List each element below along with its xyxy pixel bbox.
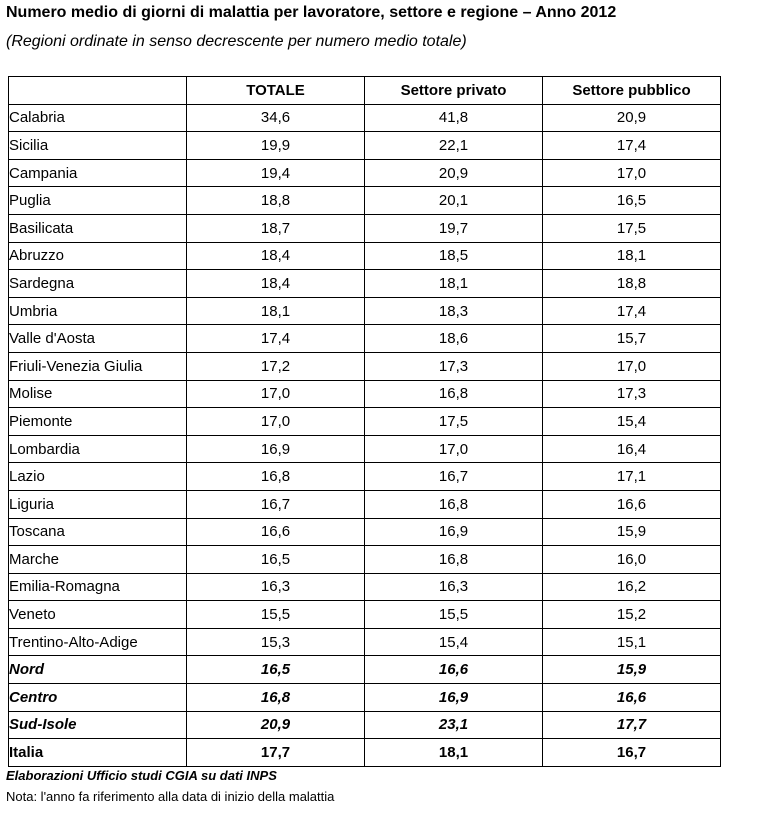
cell-pubblico: 17,3 — [543, 380, 721, 408]
cell-pubblico: 16,0 — [543, 546, 721, 574]
cell-region: Lazio — [9, 463, 187, 491]
cell-totale: 16,5 — [187, 546, 365, 574]
cell-privato: 18,6 — [365, 325, 543, 353]
table-row — [9, 132, 721, 160]
cell-region: Piemonte — [9, 408, 187, 436]
cell-region: Friuli-Venezia Giulia — [9, 352, 187, 380]
cell-privato: 16,9 — [365, 518, 543, 546]
cell-totale: 16,7 — [187, 490, 365, 518]
table-row — [9, 408, 721, 436]
table-row — [9, 242, 721, 270]
cell-privato: 16,8 — [365, 546, 543, 574]
cell-totale: 16,9 — [187, 435, 365, 463]
cell-privato: 22,1 — [365, 132, 543, 160]
cell-totale: 16,3 — [187, 573, 365, 601]
cell-region: Liguria — [9, 490, 187, 518]
cell-totale: 17,0 — [187, 380, 365, 408]
cell-region: Valle d'Aosta — [9, 325, 187, 353]
cell-privato: 19,7 — [365, 214, 543, 242]
cell-region: Puglia — [9, 187, 187, 215]
table-row — [9, 187, 721, 215]
cell-privato: 18,3 — [365, 297, 543, 325]
header-row — [9, 77, 721, 105]
cell-region: Molise — [9, 380, 187, 408]
table-row — [9, 380, 721, 408]
table-row — [9, 601, 721, 629]
cell-privato: 15,4 — [365, 628, 543, 656]
cell-pubblico: 15,2 — [543, 601, 721, 629]
cell-region: Abruzzo — [9, 242, 187, 270]
cell-privato: 20,1 — [365, 187, 543, 215]
sick-days-table — [8, 76, 721, 767]
cell-pubblico: 17,7 — [543, 711, 721, 739]
header-region — [9, 77, 187, 105]
cell-pubblico: 17,4 — [543, 297, 721, 325]
cell-privato: 17,3 — [365, 352, 543, 380]
cell-pubblico: 16,6 — [543, 684, 721, 712]
table-row — [9, 297, 721, 325]
cell-totale: 18,4 — [187, 242, 365, 270]
source-credit: Elaborazioni Ufficio studi CGIA su dati INPS — [6, 768, 277, 783]
cell-privato: 16,6 — [365, 656, 543, 684]
cell-pubblico: 17,0 — [543, 159, 721, 187]
cell-region: Trentino-Alto-Adige — [9, 628, 187, 656]
table-row — [9, 546, 721, 574]
cell-totale: 16,5 — [187, 656, 365, 684]
cell-region: Umbria — [9, 297, 187, 325]
cell-privato: 16,3 — [365, 573, 543, 601]
cell-totale: 16,6 — [187, 518, 365, 546]
cell-region: Lombardia — [9, 435, 187, 463]
cell-region: Italia — [9, 739, 187, 767]
cell-region: Veneto — [9, 601, 187, 629]
page-subtitle: (Regioni ordinate in senso decrescente per numero medio totale) — [6, 33, 467, 50]
cell-privato: 20,9 — [365, 159, 543, 187]
header-totale: TOTALE — [187, 77, 365, 105]
total-row — [9, 739, 721, 767]
table-body — [9, 104, 721, 766]
cell-region: Basilicata — [9, 214, 187, 242]
table-row — [9, 270, 721, 298]
cell-totale: 19,9 — [187, 132, 365, 160]
cell-region: Centro — [9, 684, 187, 712]
cell-privato: 18,1 — [365, 270, 543, 298]
cell-privato: 17,0 — [365, 435, 543, 463]
cell-privato: 15,5 — [365, 601, 543, 629]
table-row — [9, 518, 721, 546]
table-row — [9, 352, 721, 380]
cell-privato: 41,8 — [365, 104, 543, 132]
footnote: Nota: l'anno fa riferimento alla data di inizio della malattia — [6, 789, 335, 804]
cell-pubblico: 18,1 — [543, 242, 721, 270]
cell-pubblico: 17,1 — [543, 463, 721, 491]
table-row — [9, 325, 721, 353]
cell-totale: 16,8 — [187, 684, 365, 712]
cell-pubblico: 15,9 — [543, 656, 721, 684]
cell-region: Emilia-Romagna — [9, 573, 187, 601]
header-privato: Settore privato — [365, 77, 543, 105]
cell-privato: 16,9 — [365, 684, 543, 712]
cell-totale: 17,7 — [187, 739, 365, 767]
table-row — [9, 490, 721, 518]
cell-pubblico: 18,8 — [543, 270, 721, 298]
cell-totale: 17,4 — [187, 325, 365, 353]
cell-region: Marche — [9, 546, 187, 574]
header-pubblico: Settore pubblico — [543, 77, 721, 105]
table-row — [9, 463, 721, 491]
cell-privato: 18,1 — [365, 739, 543, 767]
cell-privato: 16,7 — [365, 463, 543, 491]
cell-privato: 18,5 — [365, 242, 543, 270]
cell-totale: 18,4 — [187, 270, 365, 298]
aggregate-row — [9, 711, 721, 739]
cell-pubblico: 16,6 — [543, 490, 721, 518]
cell-region: Sud-Isole — [9, 711, 187, 739]
cell-pubblico: 15,9 — [543, 518, 721, 546]
cell-pubblico: 15,1 — [543, 628, 721, 656]
cell-totale: 18,7 — [187, 214, 365, 242]
aggregate-row — [9, 684, 721, 712]
cell-privato: 17,5 — [365, 408, 543, 436]
cell-region: Campania — [9, 159, 187, 187]
cell-region: Nord — [9, 656, 187, 684]
table-row — [9, 573, 721, 601]
cell-region: Calabria — [9, 104, 187, 132]
cell-privato: 16,8 — [365, 380, 543, 408]
cell-totale: 20,9 — [187, 711, 365, 739]
table-row — [9, 628, 721, 656]
cell-pubblico: 20,9 — [543, 104, 721, 132]
table-row — [9, 214, 721, 242]
cell-totale: 18,1 — [187, 297, 365, 325]
cell-pubblico: 15,4 — [543, 408, 721, 436]
cell-pubblico: 16,7 — [543, 739, 721, 767]
table-row — [9, 159, 721, 187]
cell-privato: 23,1 — [365, 711, 543, 739]
cell-region: Sardegna — [9, 270, 187, 298]
cell-totale: 34,6 — [187, 104, 365, 132]
table-row — [9, 435, 721, 463]
cell-pubblico: 16,5 — [543, 187, 721, 215]
cell-totale: 16,8 — [187, 463, 365, 491]
aggregate-row — [9, 656, 721, 684]
cell-region: Sicilia — [9, 132, 187, 160]
cell-totale: 15,3 — [187, 628, 365, 656]
cell-totale: 18,8 — [187, 187, 365, 215]
cell-totale: 17,2 — [187, 352, 365, 380]
cell-pubblico: 17,4 — [543, 132, 721, 160]
page-title: Numero medio di giorni di malattia per lavoratore, settore e regione – Anno 2012 — [6, 4, 617, 21]
cell-privato: 16,8 — [365, 490, 543, 518]
cell-pubblico: 16,4 — [543, 435, 721, 463]
cell-pubblico: 17,0 — [543, 352, 721, 380]
table-row — [9, 104, 721, 132]
cell-totale: 19,4 — [187, 159, 365, 187]
cell-totale: 15,5 — [187, 601, 365, 629]
cell-totale: 17,0 — [187, 408, 365, 436]
cell-pubblico: 16,2 — [543, 573, 721, 601]
cell-pubblico: 15,7 — [543, 325, 721, 353]
cell-pubblico: 17,5 — [543, 214, 721, 242]
cell-region: Toscana — [9, 518, 187, 546]
